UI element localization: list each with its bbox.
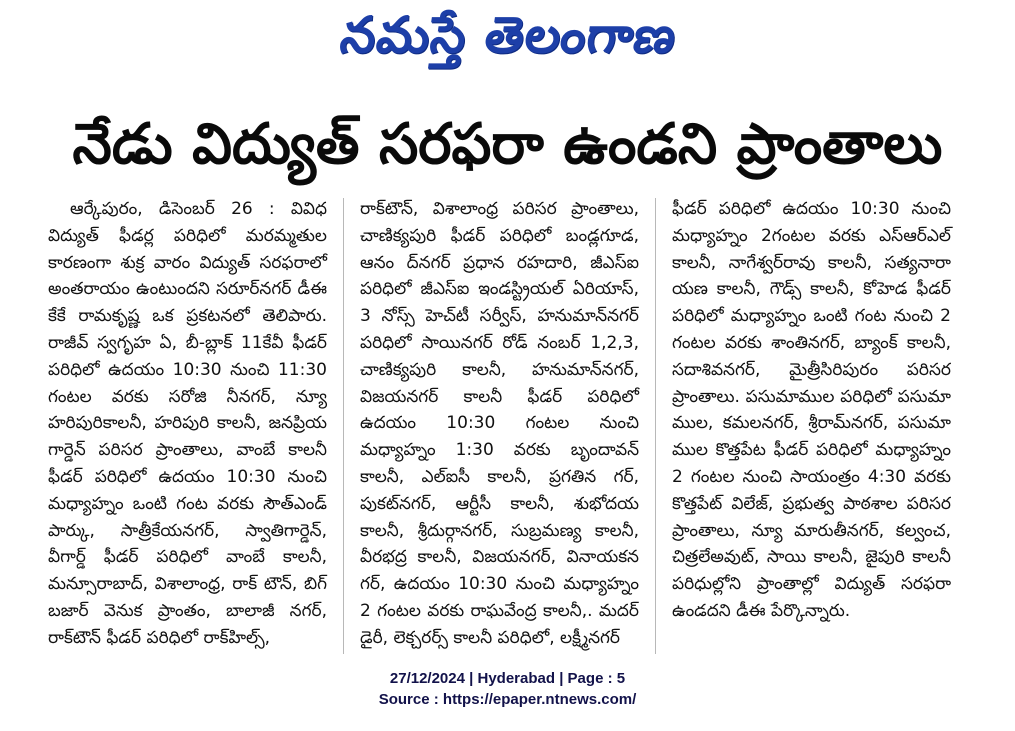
newspaper-logo: నమస్తే తెలంగాణ <box>336 5 681 64</box>
page-footer <box>0 668 1015 710</box>
article-column-1: ఆర్కేపురం, డిసెంబర్ 26 : వివిధ విద్యుత్ ఫీడర్ల పరిధిలో మరమ్మతుల కారణంగా శుక్ర వారం విద్యుత్ సరఫరాలో అంతరాయం ఉంటుందని సరూర్‌నగర్ డీఈ కేకే రామకృష్ణ ఒక ప్రకటనలో తెలిపారు. రాజీవ్ స్వగృహ ఏ, బీ-బ్లాక్ 11కేవీ ఫీడర్ పరిధిలో ఉదయం 10:30 నుంచి 11:30 గంటల వరకు సరోజి నీనగర్, న్యూ హరిపురికాలనీ, హరిపురి కాలనీ, జనప్రియ గార్డెన్ పరిసర ప్రాంతాలు, వాంబే కాలనీ ఫీడర్ పరిధిలో ఉదయం 10:30 నుంచి మధ్యాహ్నం ఒంటి గంట వరకు సౌత్‌ఎండ్ పార్కు, సాత్రీకేయనగర్, స్వాతిగార్డెన్, వీగార్డ్ ఫీడర్ పరిధిలో వాంబే కాలనీ, మన్సూరాబాద్, విశాలాంధ్ర, రాక్ టౌన్, బిగ్ బజార్ వెనుక ప్రాంతం, బాలాజీ నగర్, రాక్‌టౌన్ ఫీడర్ పరిధిలో రాక్‌హిల్స్, <box>48 199 327 648</box>
footer-source: Source : https://epaper.ntnews.com/ <box>378 691 637 708</box>
footer-dateline: 27/12/2024 | Hyderabad | Page : 5 <box>389 670 626 687</box>
column-divider <box>655 198 656 654</box>
article-column-3: ఫీడర్ పరిధిలో ఉదయం 10:30 నుంచి మధ్యాహ్నం 2గంటల వరకు ఎస్ఆర్ఎల్ కాలనీ, నాగేశ్వర్‌రావు కాలనీ, సత్యనారా యణ కాలనీ, గౌడ్స్ కాలనీ, కోహెడ ఫీడర్ పరిధిలో మధ్యాహ్నం ఒంటి గంట నుంచి 2 గంటల వరకు శాంతినగర్, బ్యాంక్ కాలనీ, సదాశివనగర్, మైత్రీసిరిపురం పరిసర ప్రాంతాలు. పసుమాముల పరిధిలో పసుమా ముల, కమలనగర్, శ్రీరామ్‌నగర్, పసుమా ముల కొత్తపేట ఫీడర్ పరిధిలో మధ్యాహ్నం 2 గంటల నుంచి సాయంత్రం 4:30 వరకు కొత్తపేట్ విలేజ్, ప్రభుత్వ పాఠశాల పరిసర ప్రాంతాలు, న్యూ మారుతీనగర్, కల్వంచ, చిత్రలేఅవుట్, సాయి కాలనీ, జైపురి కాలనీ పరిధుల్లోని ప్రాంతాల్లో విద్యుత్ సరఫరా ఉండదని డీఈ పేర్కొన్నారు. <box>672 199 951 621</box>
article-body <box>40 196 975 656</box>
column-divider <box>343 198 344 654</box>
article-headline: నేడు విద్యుత్ సరఫరా ఉండని ప్రాంతాలు <box>72 112 943 177</box>
masthead <box>0 0 1015 82</box>
article-column-2: రాక్‌టౌన్, విశాలాంధ్ర పరిసర ప్రాంతాలు, చాణిక్యపురి ఫీడర్ పరిధిలో బండ్లగూడ, ఆనం ద్‌నగర్ ప్రధాన రహదారి, జీఎస్ఐ పరిధిలో జీఎస్ఐ ఇండస్ట్రియల్ ఏరియాస్, 3 నోస్స్ హెచ్‌టీ సర్వీస్, హనుమాన్‌నగర్ పరిధిలో సాయినగర్ రోడ్ నంబర్ 1,2,3, చాణిక్యపురి కాలనీ, హనుమాన్‌నగర్, విజయనగర్ కాలనీ ఫీడర్ పరిధిలో ఉదయం 10:30 గంటల నుంచి మధ్యాహ్నం 1:30 వరకు బృందావన్ కాలనీ, ఎల్ఐసీ కాలనీ, ప్రగతిన గర్, పుకట్‌నగర్, ఆర్టీసీ కాలనీ, శుభోదయ కాలనీ, శ్రీదుర్గానగర్, సుబ్రమణ్య కాలనీ, వీరభద్ర కాలనీ, విజయనగర్, వినాయకన గర్, ఉదయం 10:30 నుంచి మధ్యాహ్నం 2 గంటల వరకు రాఘవేంద్ర కాలనీ,. మదర్ డైరీ, లెక్చరర్స్ కాలనీ పరిధిలో, లక్ష్మీనగర్ <box>360 199 639 648</box>
